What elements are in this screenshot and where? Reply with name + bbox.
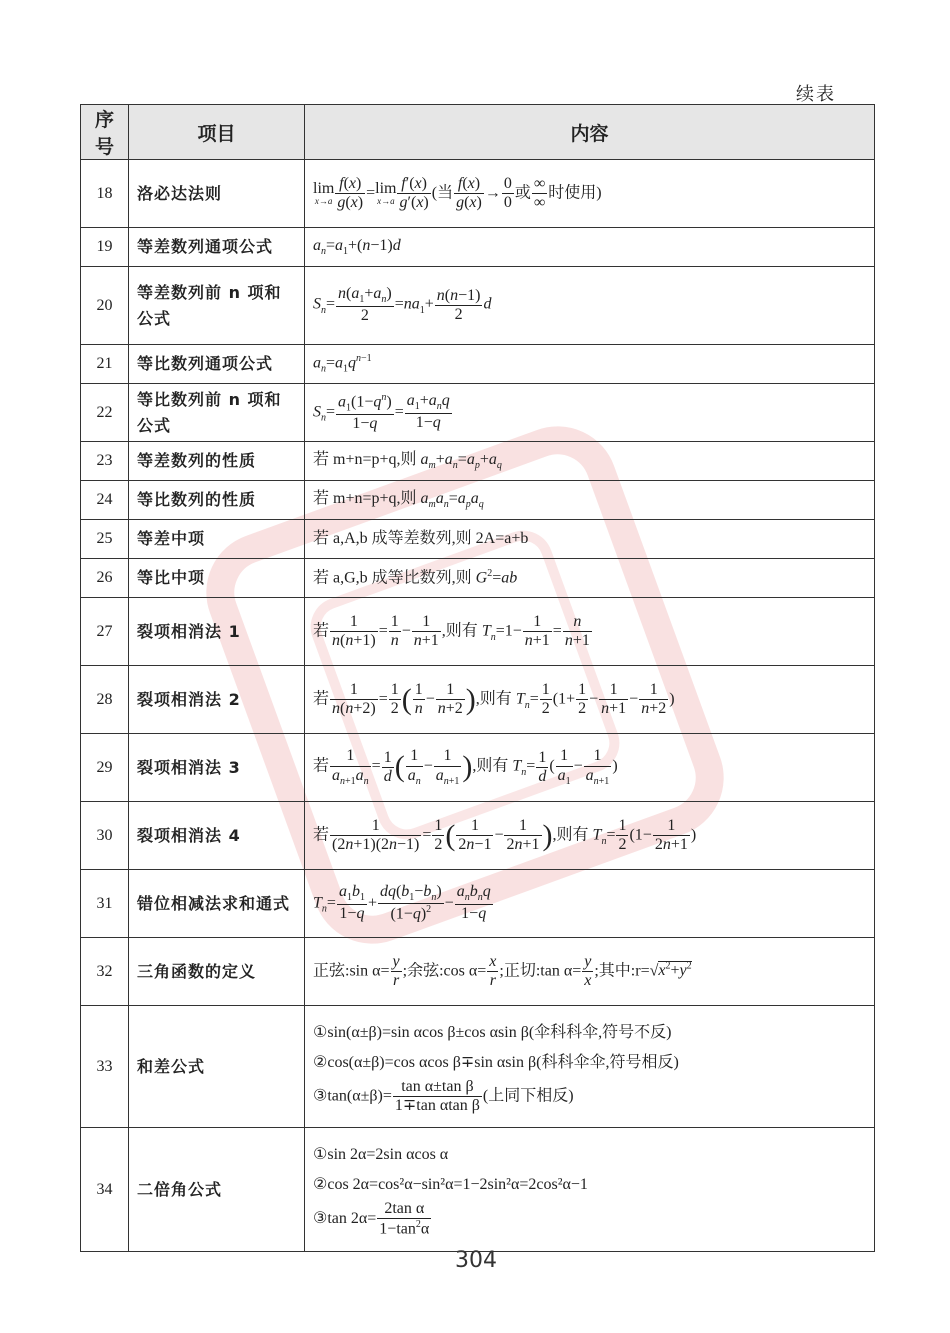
table-row <box>81 520 875 559</box>
row-item: 裂项相消法 2 <box>129 666 305 734</box>
row-item: 二倍角公式 <box>129 1128 305 1252</box>
row-content: 若 m+n=p+q,则 $a_ma_n=a_pa_q$ <box>305 481 875 520</box>
col-header-content: 内容 <box>305 105 875 160</box>
row-num: 21 <box>81 345 129 384</box>
row-item: 等比数列前 n 项和公式 <box>129 384 305 442</box>
row-content: 若 $\frac{1}{n(n+1)}$ = $\frac{1}{n}$ − $\frac{1}{n+1}$ ,则有 $T_n=1-$ $\frac{1}{n+1}$ = $\frac{n}{n+1}$ <box>305 598 875 666</box>
col-header-num: 序号 <box>81 105 129 160</box>
table-row <box>81 481 875 520</box>
row-item: 错位相减法求和通式 <box>129 870 305 938</box>
row-content: 若 a,A,b 成等差数列,则 2A=a+b <box>305 520 875 559</box>
row-content: 若 m+n=p+q,则 $a_m+a_n=a_p+a_q$ <box>305 442 875 481</box>
table-row <box>81 598 875 666</box>
table-row <box>81 267 875 345</box>
row-item: 等差数列通项公式 <box>129 228 305 267</box>
row-item: 等差中项 <box>129 520 305 559</box>
table-row <box>81 734 875 802</box>
row-content: 若 $\frac{1}{n(n+2)}$ = $\frac{1}{2}$ ( $\frac{1}{n}$ − $\frac{1}{n+2}$ ),则有 $T_n=$ $\frac{1}{2}$ (1+ $\frac{1}{2}$ − $\frac{1}{n+1}$ − $\frac{1}{n+2}$ ) <box>305 666 875 734</box>
row-content: $a_n=a_1+(n-1)d$ <box>305 228 875 267</box>
row-item: 等比数列的性质 <box>129 481 305 520</box>
row-content: $a_n=a_1q^{n-1}$ <box>305 345 875 384</box>
row-item: 三角函数的定义 <box>129 938 305 1006</box>
row-num: 28 <box>81 666 129 734</box>
table-row <box>81 1128 875 1252</box>
table-row <box>81 160 875 228</box>
row-item: 洛必达法则 <box>129 160 305 228</box>
row-item: 裂项相消法 4 <box>129 802 305 870</box>
table-row <box>81 384 875 442</box>
table-row <box>81 802 875 870</box>
row-content: ①sin 2α=2sin αcos α ②cos 2α=cos²α−sin²α=1−2sin²α=2cos²α−1 ③tan 2α= $\frac{\text{2tan α}}{1-\tan^2\alpha}$ <box>305 1128 875 1252</box>
row-content: 若 $\frac{1}{(2n+1)(2n-1)}$ = $\frac{1}{2}$ ( $\frac{1}{2n-1}$ − $\frac{1}{2n+1}$ ),则有 $T_n=$ $\frac{1}{2}$ (1− $\frac{1}{2n+1}$ ) <box>305 802 875 870</box>
table-row <box>81 228 875 267</box>
row-content: $T_n=$ $\frac{a_1b_1}{1-q}$ + $\frac{dq(b_1-b_n)}{(1-q)^2}$ − $\frac{a_nb_nq}{1-q}$ <box>305 870 875 938</box>
formula-table <box>80 104 875 1252</box>
row-num: 25 <box>81 520 129 559</box>
row-item: 裂项相消法 1 <box>129 598 305 666</box>
row-num: 27 <box>81 598 129 666</box>
row-item: 和差公式 <box>129 1006 305 1128</box>
row-num: 19 <box>81 228 129 267</box>
row-item: 等差数列前 n 项和公式 <box>129 267 305 345</box>
row-content: lim x→a $\frac{f(x)}{g(x)}$ = lim x→a $\frac{f'(x)}{g'(x)}$ (当 $\frac{f(x)}{g(x)}$ → $\frac{0}{0}$ 或 $\frac{\infty}{\infty}$ 时使用) <box>305 160 875 228</box>
row-item: 等差数列的性质 <box>129 442 305 481</box>
row-num: 26 <box>81 559 129 598</box>
table-row <box>81 345 875 384</box>
row-item: 等比数列通项公式 <box>129 345 305 384</box>
table-header-row <box>81 105 875 160</box>
row-content: $S_n=$ $\frac{a_1(1-q^n)}{1-q}$ = $\frac{a_1+a_nq}{1-q}$ <box>305 384 875 442</box>
row-num: 33 <box>81 1006 129 1128</box>
row-content: ①sin(α±β)=sin αcos β±cos αsin β(伞科科伞,符号不反) ②cos(α±β)=cos αcos β∓sin αsin β(科科伞伞,符号相反) ③tan(α±β)= $\frac{\text{tan α±tan β}}{\text{1∓tan αtan β}}$ (上同下相反) <box>305 1006 875 1128</box>
row-content: 正弦:sin α= $\frac{y}{r}$ ;余弦:cos α= $\frac{x}{r}$ ;正切:tan α= $\frac{y}{x}$ ;其中$:r=√x^2+y^2$ <box>305 938 875 1006</box>
table-row <box>81 938 875 1006</box>
row-num: 30 <box>81 802 129 870</box>
row-content: $S_n=$ $\frac{n(a_1+a_n)}{2}$ $=na_1+$ $\frac{n(n-1)}{2}$ d <box>305 267 875 345</box>
table-row <box>81 870 875 938</box>
table-row <box>81 1006 875 1128</box>
row-num: 24 <box>81 481 129 520</box>
continued-label: 续表 <box>796 84 836 105</box>
col-header-item: 项目 <box>129 105 305 160</box>
table-row <box>81 442 875 481</box>
row-num: 29 <box>81 734 129 802</box>
row-num: 18 <box>81 160 129 228</box>
table-row <box>81 559 875 598</box>
page-number: 304 <box>455 1248 497 1273</box>
row-item: 裂项相消法 3 <box>129 734 305 802</box>
row-item: 等比中项 <box>129 559 305 598</box>
row-num: 32 <box>81 938 129 1006</box>
row-num: 23 <box>81 442 129 481</box>
table-row <box>81 666 875 734</box>
row-content: 若 a,G,b 成等比数列,则 $G^2=ab$ <box>305 559 875 598</box>
row-num: 34 <box>81 1128 129 1252</box>
row-num: 22 <box>81 384 129 442</box>
row-content: 若 $\frac{1}{a_{n+1}a_n}$ = $\frac{1}{d}$ ( $\frac{1}{a_n}$ − $\frac{1}{a_{n+1}}$ ),则有 $T_n=$ $\frac{1}{d}$ ( $\frac{1}{a_1}$ − $\frac{1}{a_{n+1}}$ ) <box>305 734 875 802</box>
row-num: 31 <box>81 870 129 938</box>
row-num: 20 <box>81 267 129 345</box>
